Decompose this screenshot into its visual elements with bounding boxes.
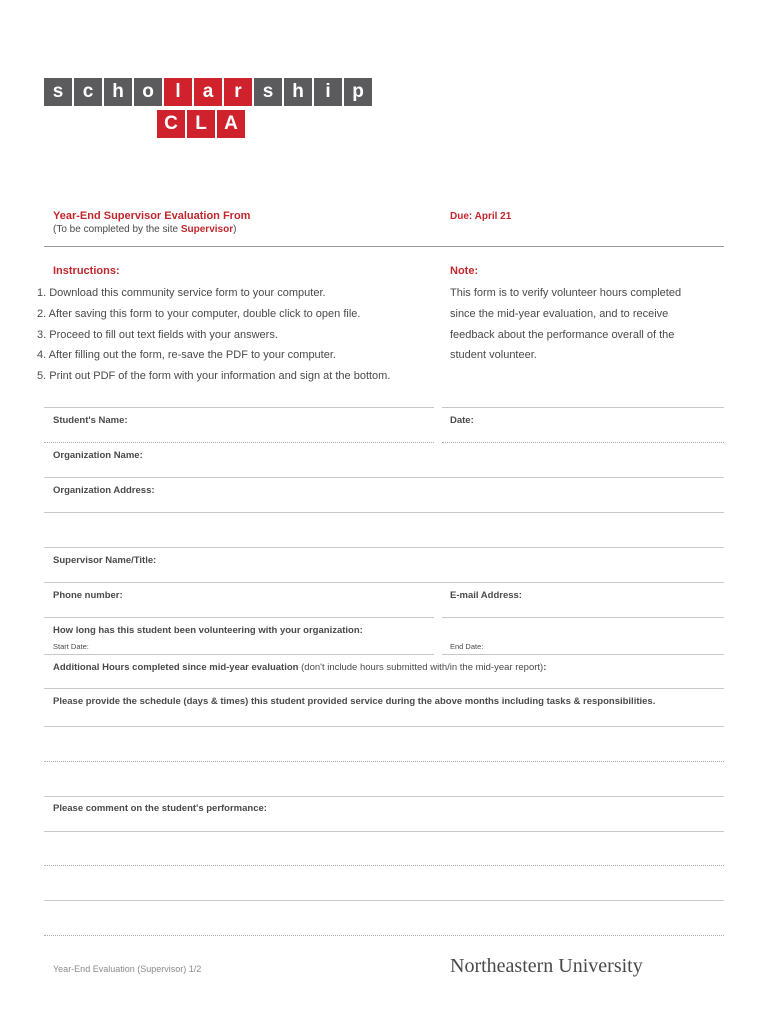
- logo-letter-tile: l: [164, 78, 192, 106]
- note-line: since the mid-year evaluation, and to receive: [450, 307, 669, 320]
- start-date-field[interactable]: [44, 654, 434, 655]
- phone-field[interactable]: [44, 617, 434, 618]
- logo-letter-tile: i: [314, 78, 342, 106]
- instruction-item: 3. Proceed to fill out text fields with your answers.: [37, 328, 278, 341]
- comment-field-3[interactable]: [44, 900, 724, 901]
- comment-field-1[interactable]: [44, 831, 724, 832]
- additional-hours-label: Additional Hours completed since mid-year evaluation (don't include hours submitted with/in the mid-year report):: [53, 662, 547, 673]
- header-divider: [44, 246, 724, 247]
- supervisor-field[interactable]: [44, 582, 724, 583]
- schedule-field-1[interactable]: [44, 726, 724, 727]
- student-name-field[interactable]: [44, 442, 434, 443]
- logo-letter-tile: c: [74, 78, 102, 106]
- organization-name-label: Organization Name:: [53, 450, 143, 461]
- logo-letter-tile: r: [224, 78, 252, 106]
- comment-field-4[interactable]: [44, 935, 724, 936]
- instructions-list: [37, 286, 390, 390]
- date-field[interactable]: [442, 442, 724, 443]
- cla-logo: [157, 110, 247, 138]
- note-line: student volunteer.: [450, 349, 537, 362]
- logo-letter-tile: A: [217, 110, 245, 138]
- logo-letter-tile: L: [187, 110, 215, 138]
- logo-letter-tile: h: [284, 78, 312, 106]
- logo-letter-tile: o: [134, 78, 162, 106]
- note-line: This form is to verify volunteer hours completed: [450, 287, 682, 299]
- end-date-label: End Date:: [450, 642, 484, 651]
- logo-letter-tile: s: [44, 78, 72, 106]
- form-top-border: [44, 407, 434, 408]
- organization-address-field-1[interactable]: [44, 512, 724, 513]
- supervisor-label: Supervisor Name/Title:: [53, 555, 157, 566]
- organization-address-field-2[interactable]: [44, 547, 724, 548]
- logo-letter-tile: a: [194, 78, 222, 106]
- note-heading: Note:: [450, 265, 479, 277]
- form-top-border-right: [442, 407, 724, 408]
- note-text: [450, 286, 681, 369]
- instruction-item: 4. After filling out the form, re-save the PDF to your computer.: [37, 349, 336, 362]
- logo-letter-tile: p: [344, 78, 372, 106]
- date-label: Date:: [450, 415, 474, 426]
- schedule-field-2[interactable]: [44, 761, 724, 762]
- email-field[interactable]: [442, 617, 724, 618]
- logo-letter-tile: h: [104, 78, 132, 106]
- phone-label: Phone number:: [53, 590, 123, 601]
- schedule-field-3[interactable]: [44, 796, 724, 797]
- instruction-item: 5. Print out PDF of the form with your information and sign at the bottom.: [37, 370, 391, 383]
- start-date-label: Start Date:: [53, 642, 89, 651]
- organization-name-field[interactable]: [44, 477, 724, 478]
- note-line: feedback about the performance overall of the: [450, 328, 675, 341]
- instruction-item: 2. After saving this form to your computer, double click to open file.: [37, 307, 361, 320]
- form-title: Year-End Supervisor Evaluation From: [53, 210, 251, 222]
- comment-field-2[interactable]: [44, 865, 724, 866]
- logo-letter-tile: C: [157, 110, 185, 138]
- instructions-heading: Instructions:: [53, 265, 120, 277]
- organization-address-label: Organization Address:: [53, 485, 155, 496]
- student-name-label: Student's Name:: [53, 415, 128, 426]
- page-footer-label: Year-End Evaluation (Supervisor) 1/2: [53, 964, 202, 974]
- end-date-field[interactable]: [442, 654, 724, 655]
- logo-letter-tile: s: [254, 78, 282, 106]
- instruction-item: 1. Download this community service form to your computer.: [37, 287, 326, 299]
- volunteer-duration-label: How long has this student been volunteering with your organization:: [53, 625, 363, 636]
- schedule-label: Please provide the schedule (days & times) this student provided service during the above months including tasks & responsibilities.: [53, 696, 656, 707]
- due-date: Due: April 21: [450, 211, 512, 222]
- form-subtitle: (To be completed by the site Supervisor): [53, 224, 237, 235]
- university-name: Northeastern University: [450, 955, 643, 977]
- email-label: E-mail Address:: [450, 590, 522, 601]
- additional-hours-field[interactable]: [44, 688, 724, 689]
- scholarship-logo: [44, 78, 374, 106]
- comment-label: Please comment on the student's performance:: [53, 803, 267, 814]
